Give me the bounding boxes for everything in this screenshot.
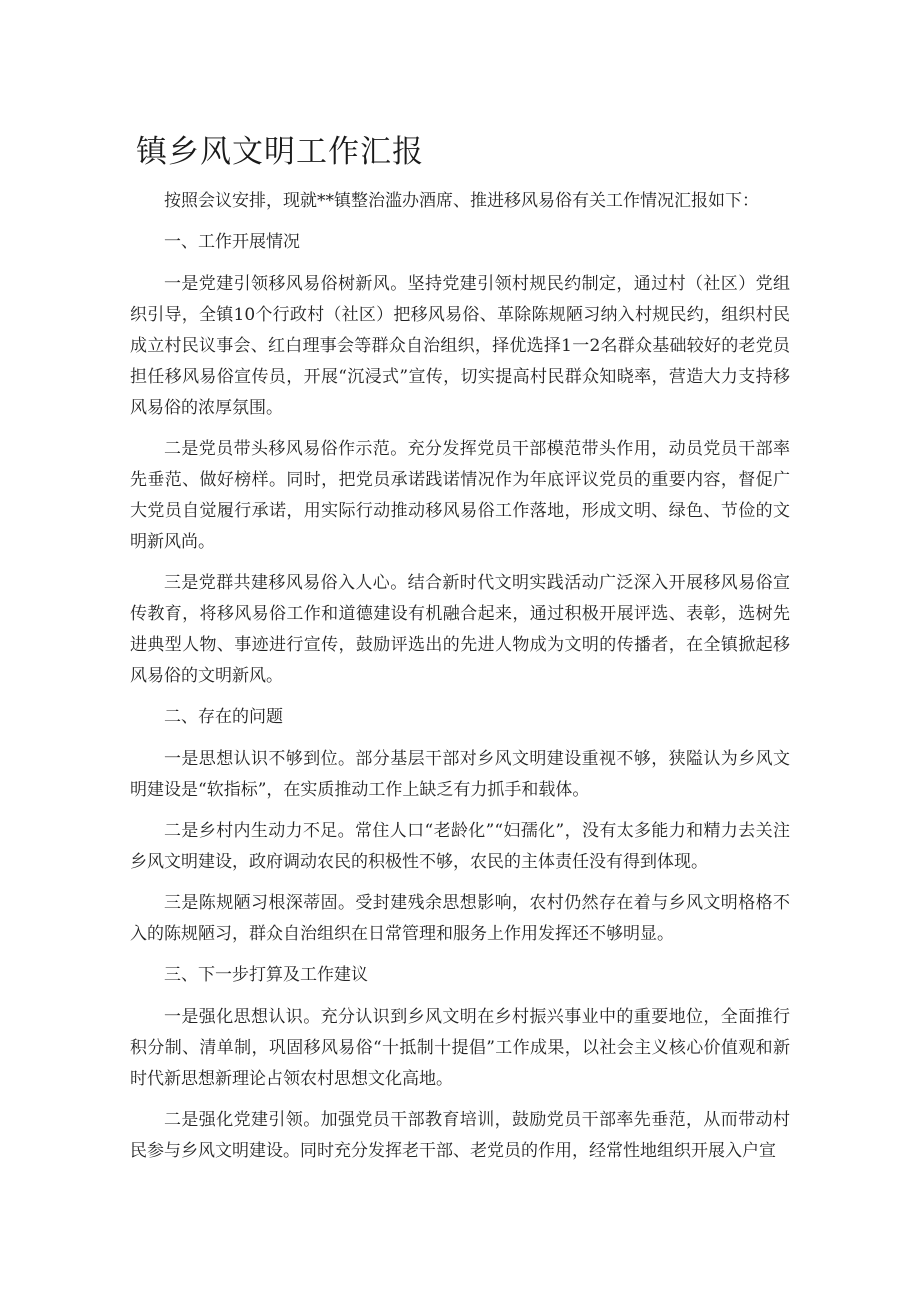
paragraph: 二是党员带头移风易俗作示范。充分发挥党员干部模范带头作用，动员党员干部率先垂范、做好榜样。同时，把党员承诺践诺情况作为年底评议党员的重要内容，督促广大党员自觉履行承诺，用实际行动推动移风易俗工作落地，形成文明、绿色、节俭的文明新风尚。: [130, 439, 790, 552]
document-body: [130, 186, 790, 1177]
section-heading-1: 一、工作开展情况: [164, 232, 300, 252]
paragraph: 一是思想认识不够到位。部分基层干部对乡风文明建设重视不够，狭隘认为乡风文明建设是“软指标”，在实质推动工作上缺乏有力抓手和载体。: [130, 749, 790, 800]
paragraph: 二是强化党建引领。加强党员干部教育培训，鼓励党员干部率先垂范，从而带动村民参与乡风文明建设。同时充分发挥老干部、老党员的作用，经常性地组织开展入户宣: [130, 1110, 790, 1161]
section-heading-3: 三、下一步打算及工作建议: [164, 965, 368, 985]
paragraph: 一是强化思想认识。充分认识到乡风文明在乡村振兴事业中的重要地位，全面推行积分制、清单制，巩固移风易俗“十抵制十提倡”工作成果，以社会主义核心价值观和新时代新思想新理论占领农村思想文化高地。: [130, 1007, 790, 1089]
paragraph: 一是党建引领移风易俗树新风。坚持党建引领村规民约制定，通过村（社区）党组织引导，全镇10个行政村（社区）把移风易俗、革除陈规陋习纳入村规民约，组织村民成立村民议事会、红白理事会等群众自治组织，择优选择1一2名群众基础较好的老党员担任移风易俗宣传员，开展“沉浸式”宣传，切实提高村民群众知晓率，营造大力支持移风易俗的浓厚氛围。: [130, 274, 790, 418]
intro-paragraph: 按照会议安排，现就**镇整治滥办酒席、推进移风易俗有关工作情况汇报如下：: [164, 191, 759, 211]
paragraph: 二是乡村内生动力不足。常住人口“老龄化”“妇孺化”，没有太多能力和精力去关注乡风文明建设，政府调动农民的积极性不够，农民的主体责任没有得到体现。: [130, 821, 790, 872]
paragraph: 三是陈规陋习根深蒂固。受封建残余思想影响，农村仍然存在着与乡风文明格格不入的陈规陋习，群众自治组织在日常管理和服务上作用发挥还不够明显。: [130, 893, 790, 944]
document-title: 镇乡风文明工作汇报: [136, 134, 424, 170]
paragraph: 三是党群共建移风易俗入人心。结合新时代文明实践活动广泛深入开展移风易俗宣传教育，将移风易俗工作和道德建设有机融合起来，通过积极开展评选、表彰，选树先进典型人物、事迹进行宣传，鼓励评选出的先进人物成为文明的传播者，在全镇掀起移风易俗的文明新风。: [130, 573, 790, 686]
section-heading-2: 二、存在的问题: [164, 707, 283, 727]
